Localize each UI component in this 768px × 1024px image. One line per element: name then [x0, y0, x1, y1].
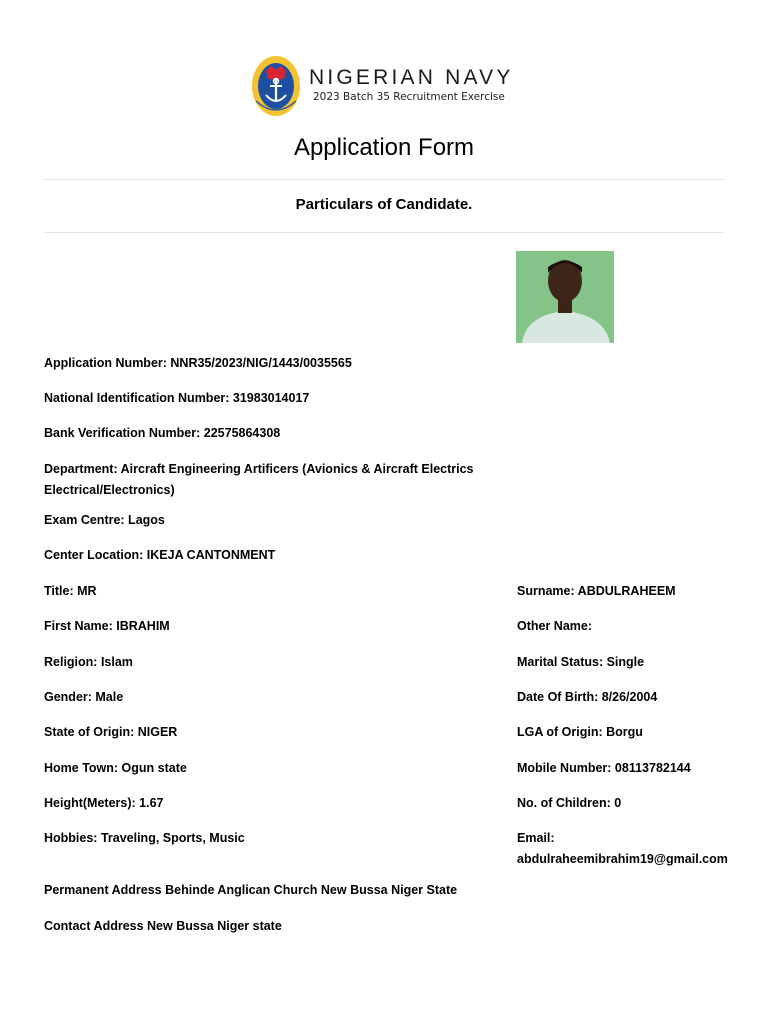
form-title: Application Form	[293, 134, 475, 161]
candidate-photo-icon	[516, 251, 614, 343]
email-value: abdulraheemibrahim19@gmail.com	[517, 852, 728, 866]
nigerian-navy-crest-icon	[251, 55, 301, 117]
divider	[44, 232, 724, 233]
hobbies: Hobbies: Traveling, Sports, Music	[44, 831, 245, 845]
national-identification-number: National Identification Number: 31983014017	[44, 391, 310, 405]
candidate-photo	[516, 251, 614, 343]
home-town: Home Town: Ogun state	[44, 761, 187, 775]
exam-centre: Exam Centre: Lagos	[44, 513, 165, 527]
surname: Surname: ABDULRAHEEM	[517, 584, 676, 598]
height: Height(Meters): 1.67	[44, 796, 164, 810]
date-of-birth: Date Of Birth: 8/26/2004	[517, 690, 658, 704]
header	[0, 50, 768, 125]
department: Department: Aircraft Engineering Artificers (Avionics & Aircraft Electrics Electrical/Electronics)	[44, 462, 474, 497]
center-location: Center Location: IKEJA CANTONMENT	[44, 548, 276, 562]
section-title: Particulars of Candidate.	[295, 196, 473, 213]
other-name: Other Name:	[517, 619, 593, 633]
permanent-address: Permanent Address Behinde Anglican Church New Bussa Niger State	[44, 883, 458, 897]
divider	[44, 179, 724, 180]
title: Title: MR	[44, 584, 97, 598]
first-name: First Name: IBRAHIM	[44, 619, 170, 633]
brand-name: NIGERIAN NAVY	[309, 66, 514, 89]
marital-status: Marital Status: Single	[517, 655, 645, 669]
application-number: Application Number: NNR35/2023/NIG/1443/0035565	[44, 356, 352, 370]
lga-of-origin: LGA of Origin: Borgu	[517, 725, 643, 739]
number-of-children: No. of Children: 0	[517, 796, 622, 810]
gender: Gender: Male	[44, 690, 124, 704]
mobile-number: Mobile Number: 08113782144	[517, 761, 691, 775]
email-label: Email:	[517, 831, 555, 845]
brand-subtitle: 2023 Batch 35 Recruitment Exercise	[313, 91, 505, 103]
contact-address: Contact Address New Bussa Niger state	[44, 919, 282, 933]
bank-verification-number: Bank Verification Number: 22575864308	[44, 426, 281, 440]
state-of-origin: State of Origin: NIGER	[44, 725, 178, 739]
religion: Religion: Islam	[44, 655, 133, 669]
